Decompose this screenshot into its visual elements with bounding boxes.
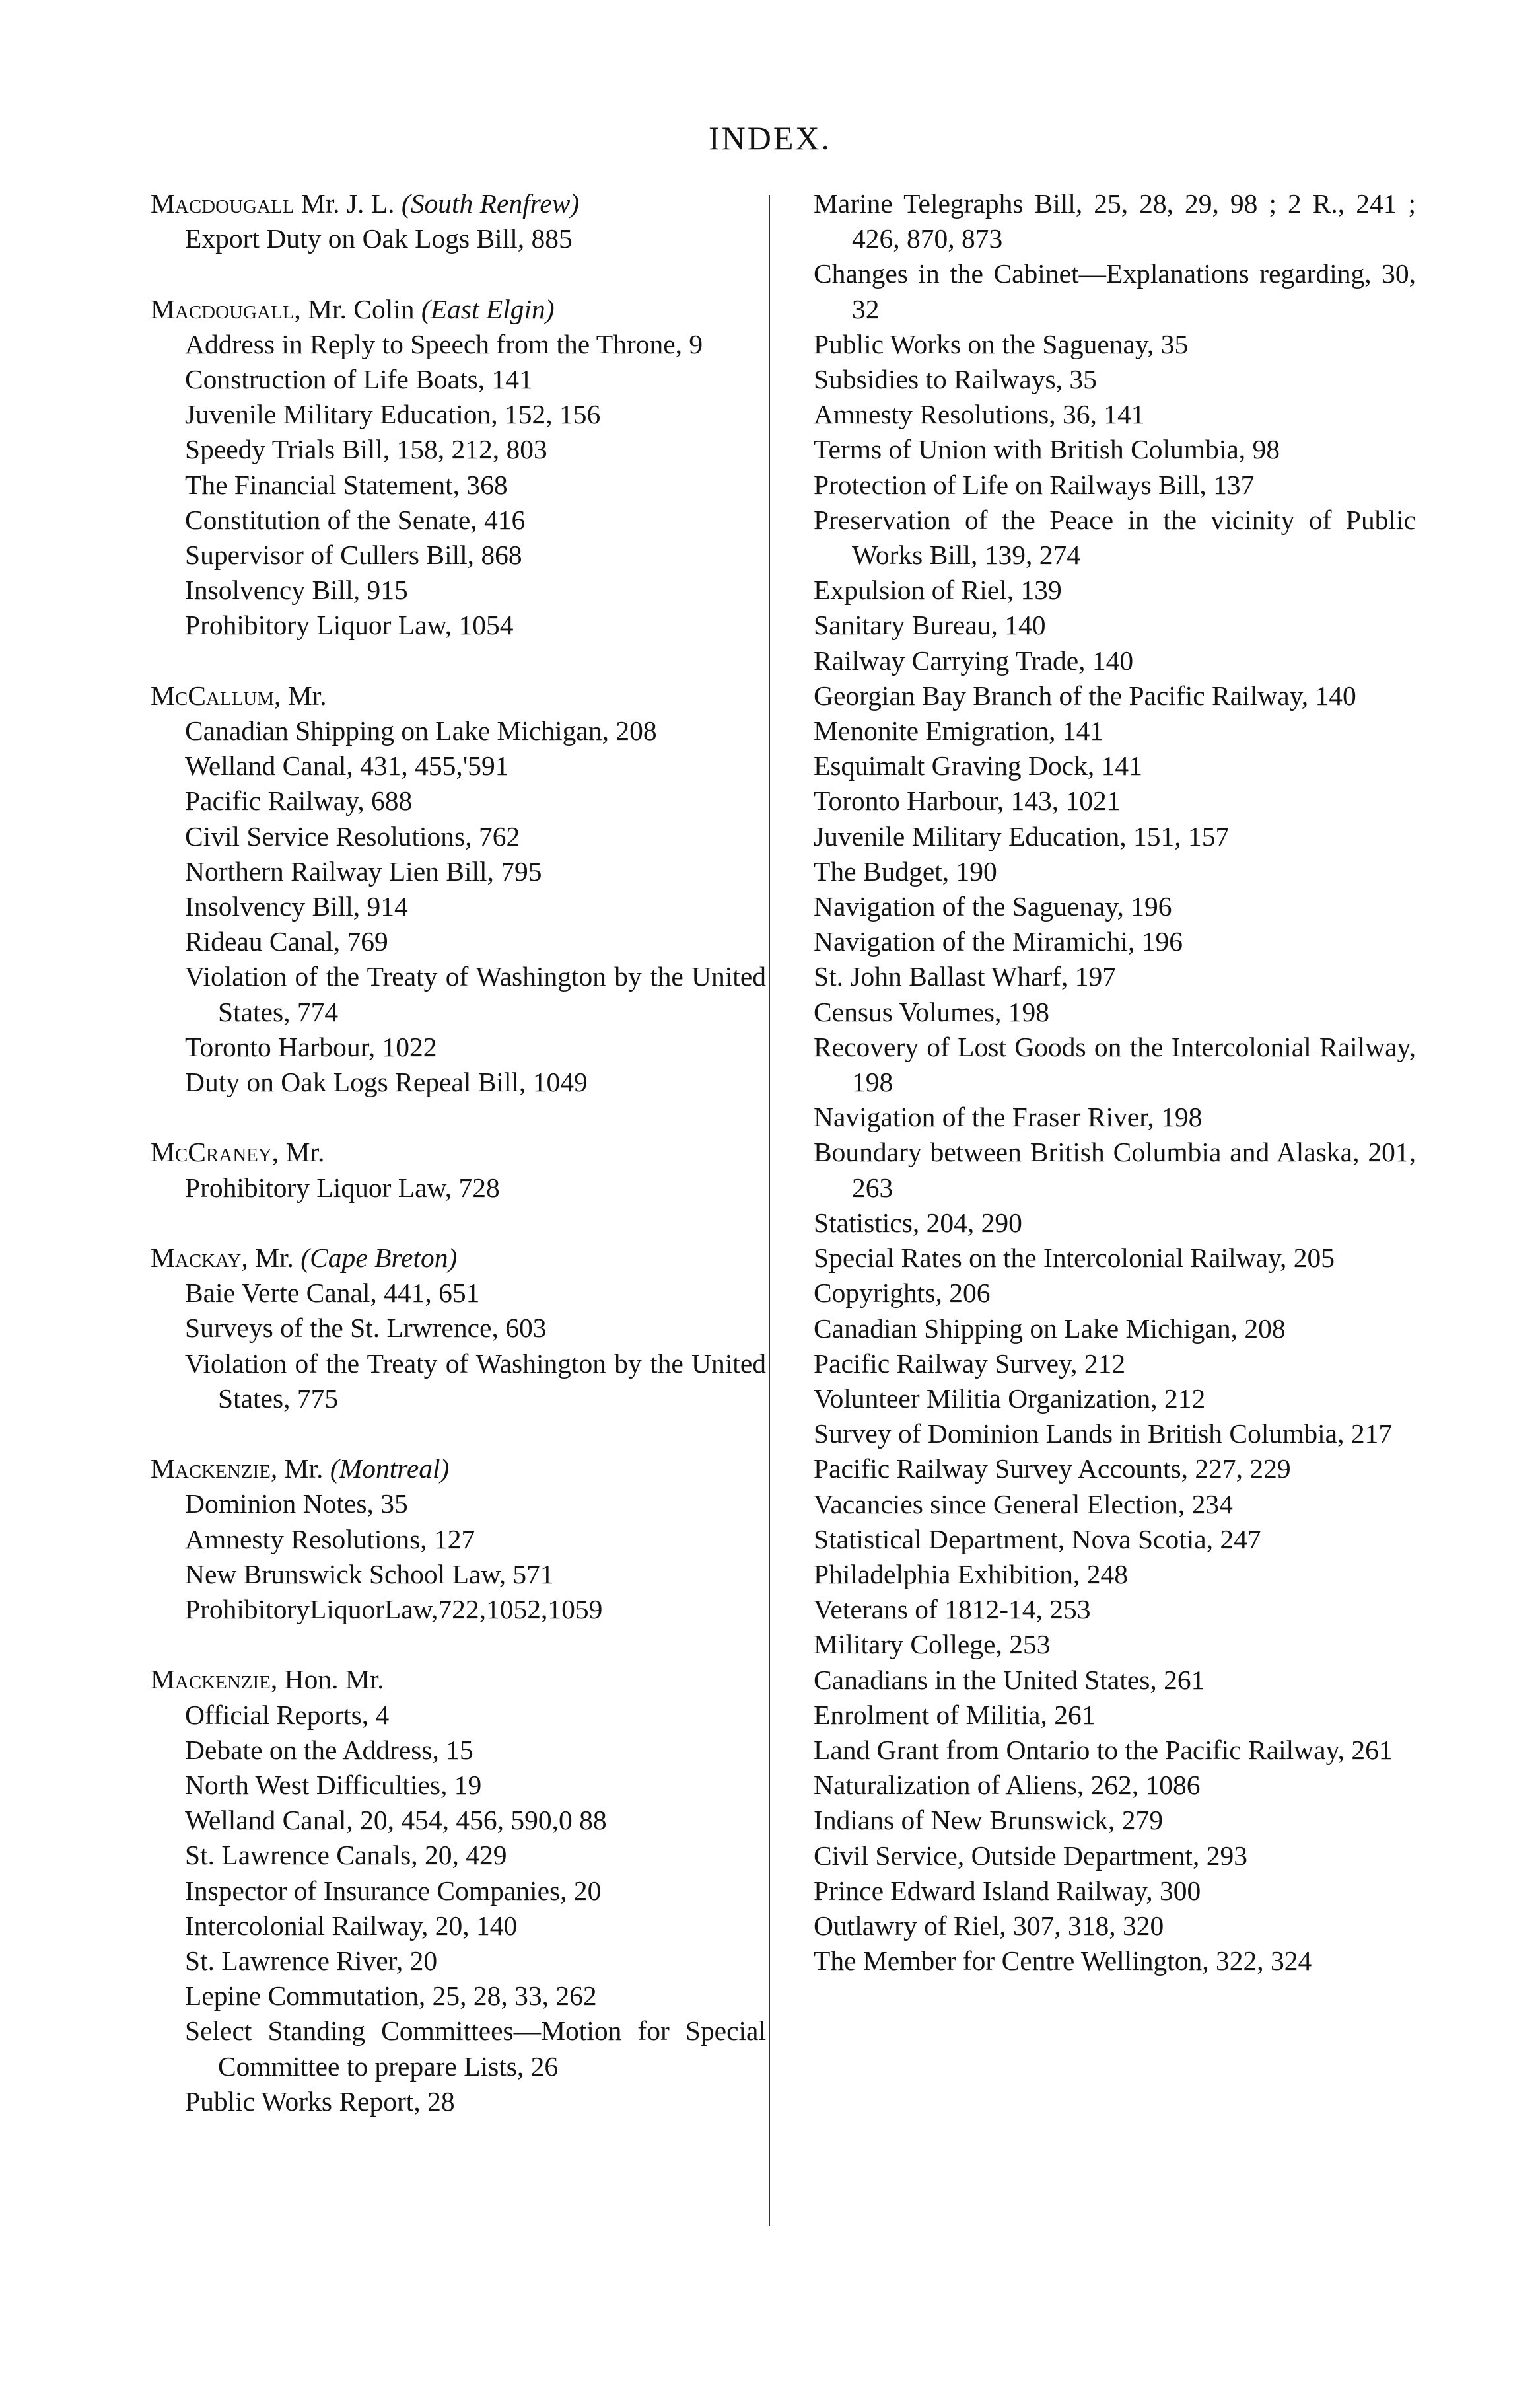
index-entry: Rideau Canal, 769	[185, 926, 388, 957]
member-block	[151, 678, 766, 1100]
index-entry: Menonite Emigration, 141	[814, 715, 1104, 746]
index-right-column	[814, 186, 1416, 1978]
index-entry: Volunteer Militia Organization, 212	[814, 1383, 1206, 1414]
index-entry: Supervisor of Cullers Bill, 868	[185, 540, 522, 571]
index-entry: Welland Canal, 20, 454, 456, 590,0 88	[185, 1805, 607, 1836]
page-title: INDEX.	[708, 120, 832, 157]
index-entry: Violation of the Treaty of Washington by the United States, 774	[185, 961, 766, 1027]
index-entry: Pacific Railway Survey, 212	[814, 1348, 1126, 1379]
member-heading	[151, 1241, 766, 1276]
index-entry: Dominion Notes, 35	[185, 1488, 408, 1519]
index-entry: Navigation of the Miramichi, 196	[814, 926, 1183, 957]
member-block	[151, 1241, 766, 1416]
index-entry: Protection of Life on Railways Bill, 137	[814, 469, 1255, 500]
index-entry: Select Standing Committees—Motion for Special Committee to prepare Lists, 26	[185, 2015, 766, 2082]
index-entry: Public Works Report, 28	[185, 2085, 455, 2117]
member-constituency: (Cape Breton)	[300, 1243, 458, 1274]
index-entry: Amnesty Resolutions, 127	[185, 1523, 475, 1554]
index-entry: Canadian Shipping on Lake Michigan, 208	[185, 715, 657, 746]
member-block	[151, 186, 766, 256]
index-entry: Insolvency Bill, 915	[185, 575, 408, 606]
index-entry: Outlawry of Riel, 307, 318, 320	[814, 1910, 1164, 1941]
index-entry: Surveys of the St. Lrwrence, 603	[185, 1313, 547, 1344]
index-entry: Enrolment of Militia, 261	[814, 1699, 1096, 1730]
index-entry: Pacific Railway Survey Accounts, 227, 229	[814, 1453, 1291, 1484]
member-title: Mr.	[287, 680, 327, 711]
member-heading	[151, 1451, 766, 1486]
index-entry: North West Difficulties, 19	[185, 1770, 482, 1801]
index-entry: Amnesty Resolutions, 36, 141	[814, 399, 1145, 430]
index-entry: Sanitary Bureau, 140	[814, 610, 1046, 641]
index-entry: Navigation of the Saguenay, 196	[814, 891, 1172, 922]
index-entry: The Budget, 190	[814, 855, 997, 887]
index-entry: St. Lawrence Canals, 20, 429	[185, 1840, 507, 1871]
index-entry: Georgian Bay Branch of the Pacific Railway, 140	[814, 680, 1356, 711]
index-entry: Terms of Union with British Columbia, 98	[814, 434, 1280, 465]
member-title: Mr. J. L.	[300, 188, 395, 219]
member-title: Mr.	[255, 1243, 294, 1274]
index-entry: Naturalization of Aliens, 262, 1086	[814, 1770, 1201, 1801]
member-heading	[151, 186, 766, 221]
index-entry: Vacancies since General Election, 234	[814, 1488, 1233, 1519]
index-entry: The Member for Centre Wellington, 322, 324	[814, 1945, 1312, 1976]
index-entry: Constitution of the Senate, 416	[185, 504, 526, 535]
index-entry: Speedy Trials Bill, 158, 212, 803	[185, 434, 547, 465]
index-entry: Census Volumes, 198	[814, 996, 1050, 1027]
index-entry: Military College, 253	[814, 1629, 1051, 1660]
index-entry: Railway Carrying Trade, 140	[814, 645, 1134, 676]
index-entry: Violation of the Treaty of Washington by the United States, 775	[185, 1348, 766, 1414]
index-entry: Construction of Life Boats, 141	[185, 364, 533, 394]
index-entry: Baie Verte Canal, 441, 651	[185, 1278, 480, 1309]
index-entry: Marine Telegraphs Bill, 25, 28, 29, 98 ; 2 R., 241 ; 426, 870, 873	[814, 188, 1416, 254]
index-entry: Recovery of Lost Goods on the Intercolonial Railway, 198	[814, 1031, 1416, 1098]
member-block	[151, 292, 766, 643]
index-entry: Juvenile Military Education, 151, 157	[814, 820, 1230, 851]
member-block	[151, 1451, 766, 1627]
index-entry: Duty on Oak Logs Repeal Bill, 1049	[185, 1067, 588, 1098]
index-entry: Welland Canal, 431, 455,'591	[185, 750, 509, 781]
index-entry: Toronto Harbour, 1022	[185, 1031, 437, 1062]
index-entry: Subsidies to Railways, 35	[814, 364, 1097, 395]
index-entry: Northern Railway Lien Bill, 795	[185, 855, 542, 887]
index-entry: Canadians in the United States, 261	[814, 1664, 1205, 1695]
index-entry: The Financial Statement, 368	[185, 469, 508, 500]
index-entry: Civil Service, Outside Department, 293	[814, 1840, 1247, 1871]
member-heading	[151, 1135, 766, 1170]
index-entry: Export Duty on Oak Logs Bill, 885	[185, 223, 573, 254]
index-entry: Inspector of Insurance Companies, 20	[185, 1875, 602, 1906]
index-entry: Special Rates on the Intercolonial Railway, 205	[814, 1243, 1335, 1274]
member-heading	[151, 678, 766, 713]
index-entry: Preservation of the Peace in the vicinity of Public Works Bill, 139, 274	[814, 504, 1416, 571]
index-entry: Boundary between British Columbia and Alaska, 201, 263	[814, 1137, 1416, 1203]
member-title: Mr. Colin	[308, 293, 415, 324]
member-block	[151, 1135, 766, 1205]
index-entry: Navigation of the Fraser River, 198	[814, 1102, 1203, 1133]
index-entry: Juvenile Military Education, 152, 156	[185, 399, 601, 430]
column-divider	[769, 195, 770, 2226]
member-title: Mr.	[285, 1137, 325, 1168]
index-entry: Indians of New Brunswick, 279	[814, 1805, 1164, 1836]
index-entry: Public Works on the Saguenay, 35	[814, 328, 1189, 359]
index-entry: ProhibitoryLiquorLaw,722,1052,1059	[185, 1594, 603, 1625]
member-heading	[151, 1662, 766, 1697]
member-constituency: (East Elgin)	[421, 293, 555, 324]
index-entry: Official Reports, 4	[185, 1699, 390, 1730]
index-entry: Canadian Shipping on Lake Michigan, 208	[814, 1313, 1286, 1344]
member-name: Macdougall	[151, 188, 295, 219]
index-left-column	[151, 186, 766, 2154]
member-name: Mackenzie,	[151, 1453, 278, 1484]
index-entry: Insolvency Bill, 914	[185, 891, 408, 922]
index-entry: Esquimalt Graving Dock, 141	[814, 750, 1142, 781]
member-name: Mackay,	[151, 1243, 248, 1274]
member-title: Mr.	[284, 1453, 324, 1484]
index-entry: Prohibitory Liquor Law, 728	[185, 1172, 500, 1203]
index-entry: Changes in the Cabinet—Explanations regarding, 30, 32	[814, 258, 1416, 324]
index-entry: Toronto Harbour, 143, 1021	[814, 785, 1121, 816]
member-heading	[151, 292, 766, 327]
member-name: Mackenzie,	[151, 1664, 278, 1695]
index-entry: Pacific Railway, 688	[185, 785, 413, 816]
index-entry: Copyrights, 206	[814, 1278, 991, 1309]
index-entry: Lepine Commutation, 25, 28, 33, 262	[185, 1980, 597, 2011]
index-entry: Debate on the Address, 15	[185, 1734, 473, 1765]
index-entry: Expulsion of Riel, 139	[814, 575, 1062, 606]
index-entry: Prince Edward Island Railway, 300	[814, 1875, 1201, 1906]
index-entry: Land Grant from Ontario to the Pacific Railway, 261	[814, 1734, 1393, 1765]
index-entry: Survey of Dominion Lands in British Columbia, 217	[814, 1418, 1393, 1449]
member-name: McCraney,	[151, 1137, 279, 1168]
index-entry: Statistics, 204, 290	[814, 1207, 1022, 1238]
index-entry: New Brunswick School Law, 571	[185, 1558, 554, 1589]
index-entry: Veterans of 1812-14, 253	[814, 1594, 1091, 1625]
index-entry: Address in Reply to Speech from the Throne, 9	[185, 328, 703, 359]
index-entry: Statistical Department, Nova Scotia, 247	[814, 1523, 1261, 1554]
member-title: Hon. Mr.	[284, 1664, 384, 1695]
index-entry: Prohibitory Liquor Law, 1054	[185, 610, 514, 641]
index-entry: Intercolonial Railway, 20, 140	[185, 1910, 518, 1941]
member-constituency: (Montreal)	[330, 1453, 450, 1484]
index-entry: St. John Ballast Wharf, 197	[814, 961, 1116, 992]
member-name: McCallum,	[151, 680, 281, 711]
index-entry: Philadelphia Exhibition, 248	[814, 1558, 1129, 1589]
member-name: Macdougall,	[151, 293, 301, 324]
member-constituency: (South Renfrew)	[401, 188, 580, 219]
member-block	[151, 1662, 766, 2119]
index-entry: Civil Service Resolutions, 762	[185, 820, 520, 851]
index-entry: St. Lawrence River, 20	[185, 1945, 438, 1976]
